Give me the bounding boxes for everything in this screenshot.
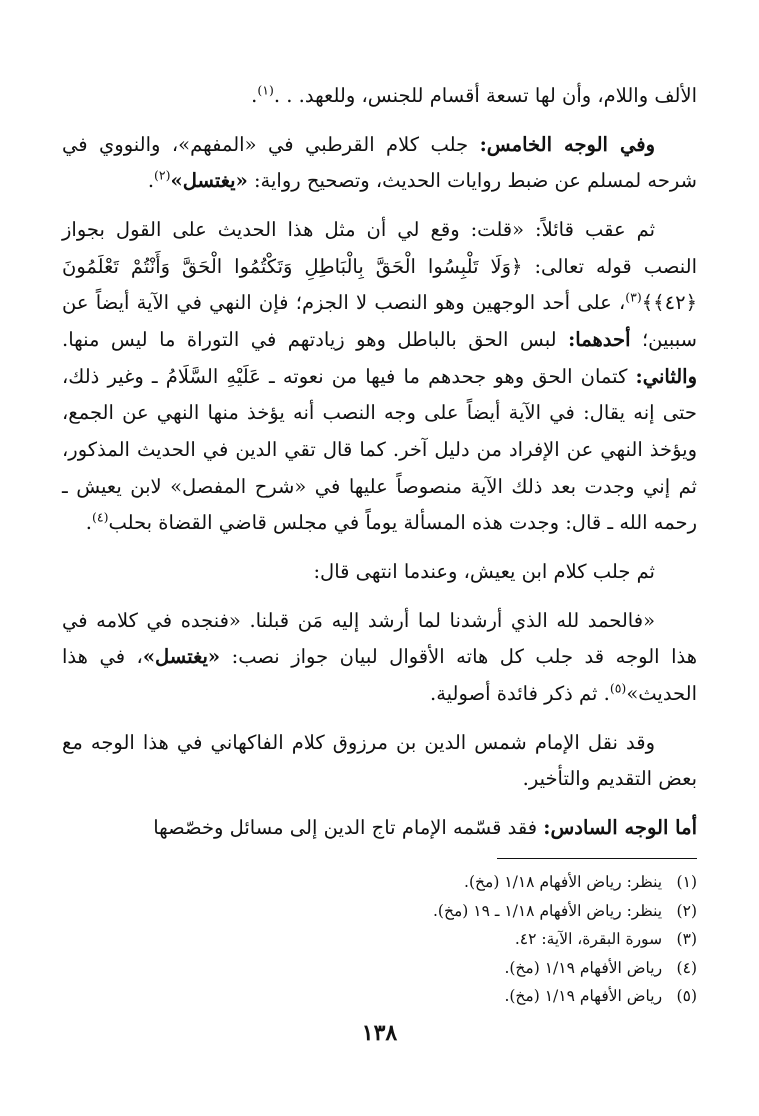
text-span: وقد نقل الإمام شمس الدين بن مرزوق كلام الفاكهاني في هذا الوجه مع بعض التقديم والتأخير. [62, 730, 697, 791]
footnote-item [62, 954, 697, 983]
quran-verse: ﴿وَلَا تَلْبِسُوا الْحَقَّ بِالْبَاطِلِ وَتَكْتُمُوا الْحَقَّ وَأَنْتُمْ تَعْلَمُونَ ﴿٤٢﴾﴾ [62, 254, 697, 315]
text-span: ثم عقب قائلاً: «قلت: وقع لي أن مثل هذا الحديث على القول بجواز النصب قوله تعالى: [62, 217, 697, 278]
bold-term: أحدهما: [568, 327, 631, 351]
paragraph-4 [62, 554, 697, 591]
footnote-item [62, 925, 697, 954]
text-span: ثم جلب كلام ابن يعيش، وعندما انتهى قال: [313, 559, 655, 583]
paragraph-5 [62, 603, 697, 713]
footnote-text: ينظر: رياض الأفهام ١/١٨ ـ ١٩ (مخ). [432, 901, 663, 920]
text-span: . [147, 169, 155, 193]
text-span: . [251, 84, 258, 107]
footnote-item [62, 897, 697, 926]
footnote-ref[interactable]: (٤) [91, 509, 109, 525]
footnote-text: سورة البقرة، الآية: ٤٢. [514, 930, 663, 949]
bold-lead: وفي الوجه الخامس: [479, 132, 656, 156]
text-span: فقد قسّمه الإمام تاج الدين إلى مسائل وخصّصها [153, 815, 544, 839]
bold-quote: «يغتسل» [170, 169, 248, 193]
bold-quote: «يغتسل» [142, 645, 221, 669]
footnote-number: (١) [676, 873, 697, 891]
footnote-text: ينظر: رياض الأفهام ١/١٨ (مخ). [464, 873, 663, 891]
footnote-text: رياض الأفهام ١/١٩ (مخ). [504, 958, 663, 977]
footnote-number: (٢) [676, 901, 697, 920]
footnote-number: (٣) [676, 930, 697, 949]
bold-term: والثاني: [635, 364, 697, 388]
text-span: لبس الحق بالباطل وهو زيادتهم في التوراة ما ليس منها. [62, 327, 569, 351]
footnote-ref[interactable]: (٥) [609, 680, 627, 696]
footnote-ref[interactable]: (٢) [154, 167, 171, 183]
footnote-number: (٥) [676, 987, 697, 1006]
paragraph-2 [62, 127, 697, 200]
paragraph-6 [62, 725, 697, 798]
footnote-ref[interactable]: (٣) [625, 289, 642, 305]
text-span: جلب كلام القرطبي في «المفهم»، والنووي في شرحه لمسلم عن ضبط روايات الحديث، وتصحيح رواية: [62, 132, 697, 193]
paragraph-7 [62, 810, 697, 847]
text-span: ، على أحد الوجهين وهو النصب لا الجزم؛ فإن النهي في الآية أيضاً عن سببين؛ [62, 291, 697, 351]
footnote-ref[interactable]: (١) [257, 82, 274, 98]
footnote-text: رياض الأفهام ١/١٩ (مخ). [504, 987, 663, 1006]
main-text [62, 78, 697, 858]
paragraph-3 [62, 212, 697, 542]
paragraph-1 [62, 78, 697, 115]
footnote-divider [497, 858, 697, 859]
bold-lead: أما الوجه السادس: [543, 815, 697, 839]
text-span: «فالحمد لله الذي أرشدنا لما أرشد إليه مَن قبلنا. «فنجده في كلامه في هذا الوجه قد جلب كل هاته الأقوال لبيان جواز نصب: [62, 608, 698, 669]
text-span: كتمان الحق وهو جحدهم ما فيها من نعوته ـ عَلَيْهِ السَّلَامُ ـ وغير ذلك، حتى إنه يقال: في الآية أيضاً على وجه النصب أنه يؤخذ منها النهي عن الجمع، ويؤخذ النهي عن الإفراد من دليل آخر. كما قال تقي الدين في الحديث المذكور، ثم إني وجدت بعد ذلك الآية منصوصاً عليها في «شرح المفصل» لابن يعيش ـ رحمه الله ـ قال: وجدت هذه المسألة يوماً في مجلس قاضي القضاة بحلب [62, 364, 697, 535]
text-span: . [85, 511, 92, 535]
footnote-item [62, 868, 697, 897]
page-number: ١٣٨ [361, 1020, 398, 1046]
footnote-number: (٤) [676, 958, 697, 977]
text-span: الألف واللام، وأن لها تسعة أقسام للجنس، وللعهد. . . [273, 84, 697, 107]
footnotes [62, 868, 697, 1011]
text-span: ، في هذا الحديث» [62, 645, 697, 705]
text-span: . ثم ذكر فائدة أصولية. [430, 681, 610, 705]
footnote-item [62, 982, 697, 1011]
